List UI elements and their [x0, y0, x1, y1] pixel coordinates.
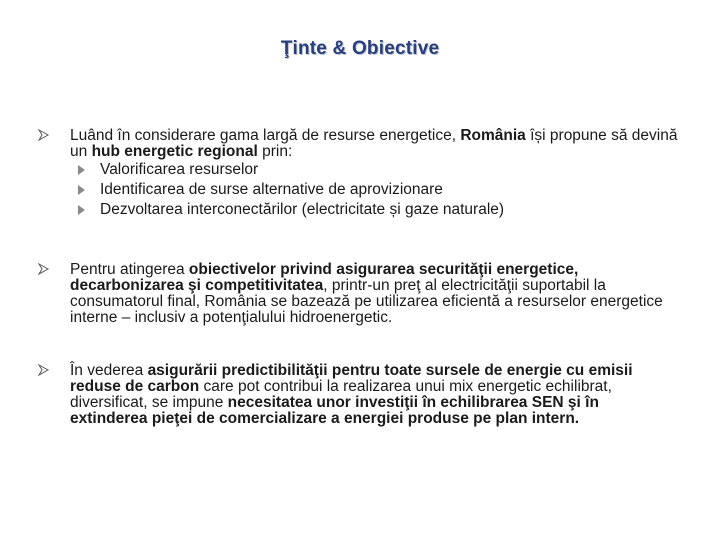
- bullet-3-part-3: necesitatea unor investiţii în echilibrarea SEN şi în extinderea pieţei de comercializare a energiei produse pe plan intern.: [70, 394, 599, 427]
- bullet-3-text: [70, 363, 678, 427]
- slide-title: Ţinte & Obiective: [280, 38, 440, 59]
- bullet-1: [38, 128, 678, 220]
- bullet-1-part-3: hub energetic regional: [91, 143, 258, 160]
- bullet-3-part-1: asigurării predictibilităţii pentru toate sursele de energie cu emisii reduse de carbon: [70, 362, 633, 395]
- bullet-1-part-0: Luând în considerare gama largă de resurse energetice,: [70, 127, 461, 144]
- triangle-bullet-icon: [78, 165, 85, 175]
- triangle-bullet-icon: [78, 185, 85, 195]
- arrow-bullet-icon: [38, 129, 50, 141]
- bullet-1-row: [38, 128, 678, 220]
- bullet-2: [38, 262, 678, 326]
- bullet-1-part-1: România: [460, 127, 526, 144]
- sub-item-valorificare: [74, 160, 678, 180]
- bullet-1-part-2: își propune să devină un: [70, 127, 678, 160]
- bullet-1-text: [70, 128, 678, 160]
- sub-item-text: Dezvoltarea interconectărilor (electricitate și gaze naturale): [100, 201, 505, 218]
- sub-item-surse-alternative: [74, 180, 678, 200]
- bullet-2-part-1: obiectivelor privind asigurarea securităţii energetice, decarbonizarea şi competitivitatea: [70, 261, 579, 294]
- bullet-3-row: [38, 363, 678, 427]
- bullet-2-part-2: , printr-un preţ al electricităţii suportabil la consumatorul final, România se bazează pe utilizarea eficientă a resurselor energetice interne – inclusiv a potenţialului hidroenergetic.: [70, 277, 663, 326]
- bullet-2-text: [70, 262, 678, 326]
- bullet-3-part-0: În vederea: [70, 362, 148, 379]
- sub-item-text: Identificarea de surse alternative de aprovizionare: [100, 181, 443, 198]
- triangle-bullet-icon: [78, 205, 85, 215]
- bullet-1-part-4: prin:: [257, 143, 293, 160]
- sub-item-interconectari: [74, 200, 678, 220]
- arrow-bullet-icon: [38, 263, 50, 275]
- bullet-1-sublist: [70, 160, 678, 220]
- bullet-3-part-2: care pot contribui la realizarea unui mix energetic echilibrat, diversificat, se impune: [70, 378, 612, 411]
- sub-item-text: Valorificarea resurselor: [100, 161, 259, 178]
- bullet-3: [38, 363, 678, 427]
- arrow-bullet-icon: [38, 364, 50, 376]
- bullet-2-part-0: Pentru atingerea: [70, 261, 189, 278]
- bullet-2-row: [38, 262, 678, 326]
